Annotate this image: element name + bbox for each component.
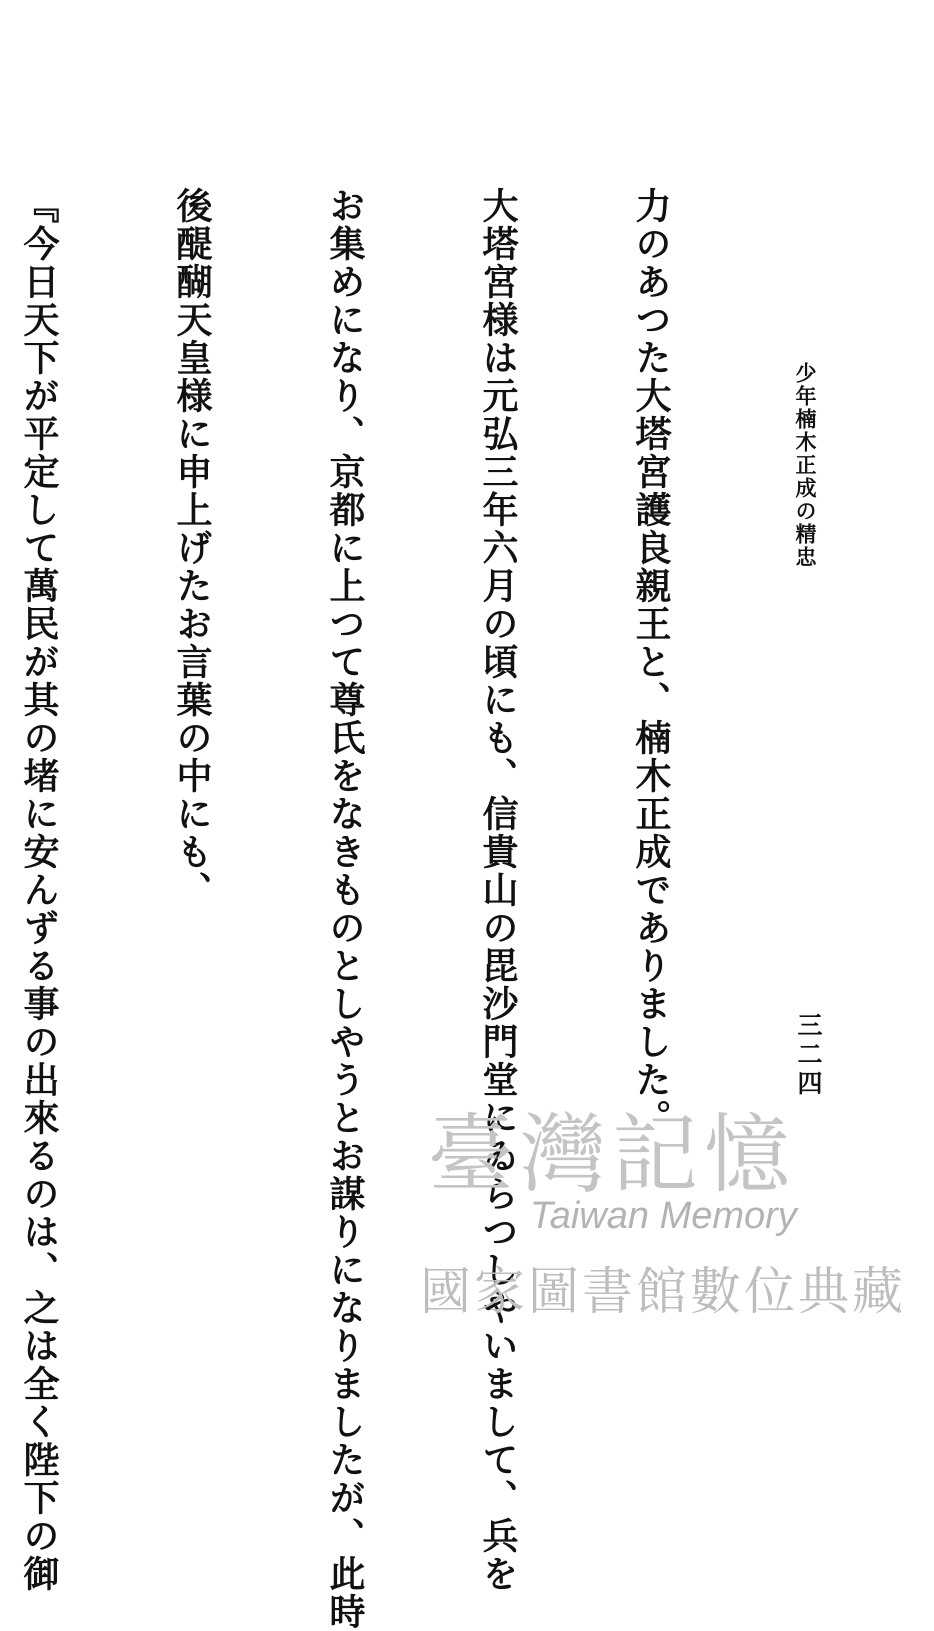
text-line: お集めになり、京都に上つて尊氏をなきものとしやうとお謀りになりましたが、此時 <box>324 187 366 1631</box>
text-line: 『今日天下が平定して萬民が其の堵に安んずる事の出來るのは、之は全く陛下の御 <box>18 187 60 1593</box>
body-text <box>0 187 778 1631</box>
page-number: 三二四 <box>794 1012 823 1099</box>
running-header: 少年楠木正成の精忠 <box>793 362 818 569</box>
watermark-subtitle: 國家圖書館數位典藏 <box>420 1263 907 1322</box>
text-line: 大塔宮様は元弘三年六月の頃にも、信貴山の毘沙門堂にゐらつしやいまして、兵を <box>477 187 519 1593</box>
text-line: 後醍醐天皇様に申上げたお言葉の中にも、 <box>171 187 213 909</box>
watermark-english: Taiwan Memory <box>530 1195 797 1237</box>
watermark-title: 臺灣記憶 <box>428 1105 796 1205</box>
text-line: 力のあつた大塔宮護良親王と、楠木正成でありました。 <box>630 187 672 1137</box>
